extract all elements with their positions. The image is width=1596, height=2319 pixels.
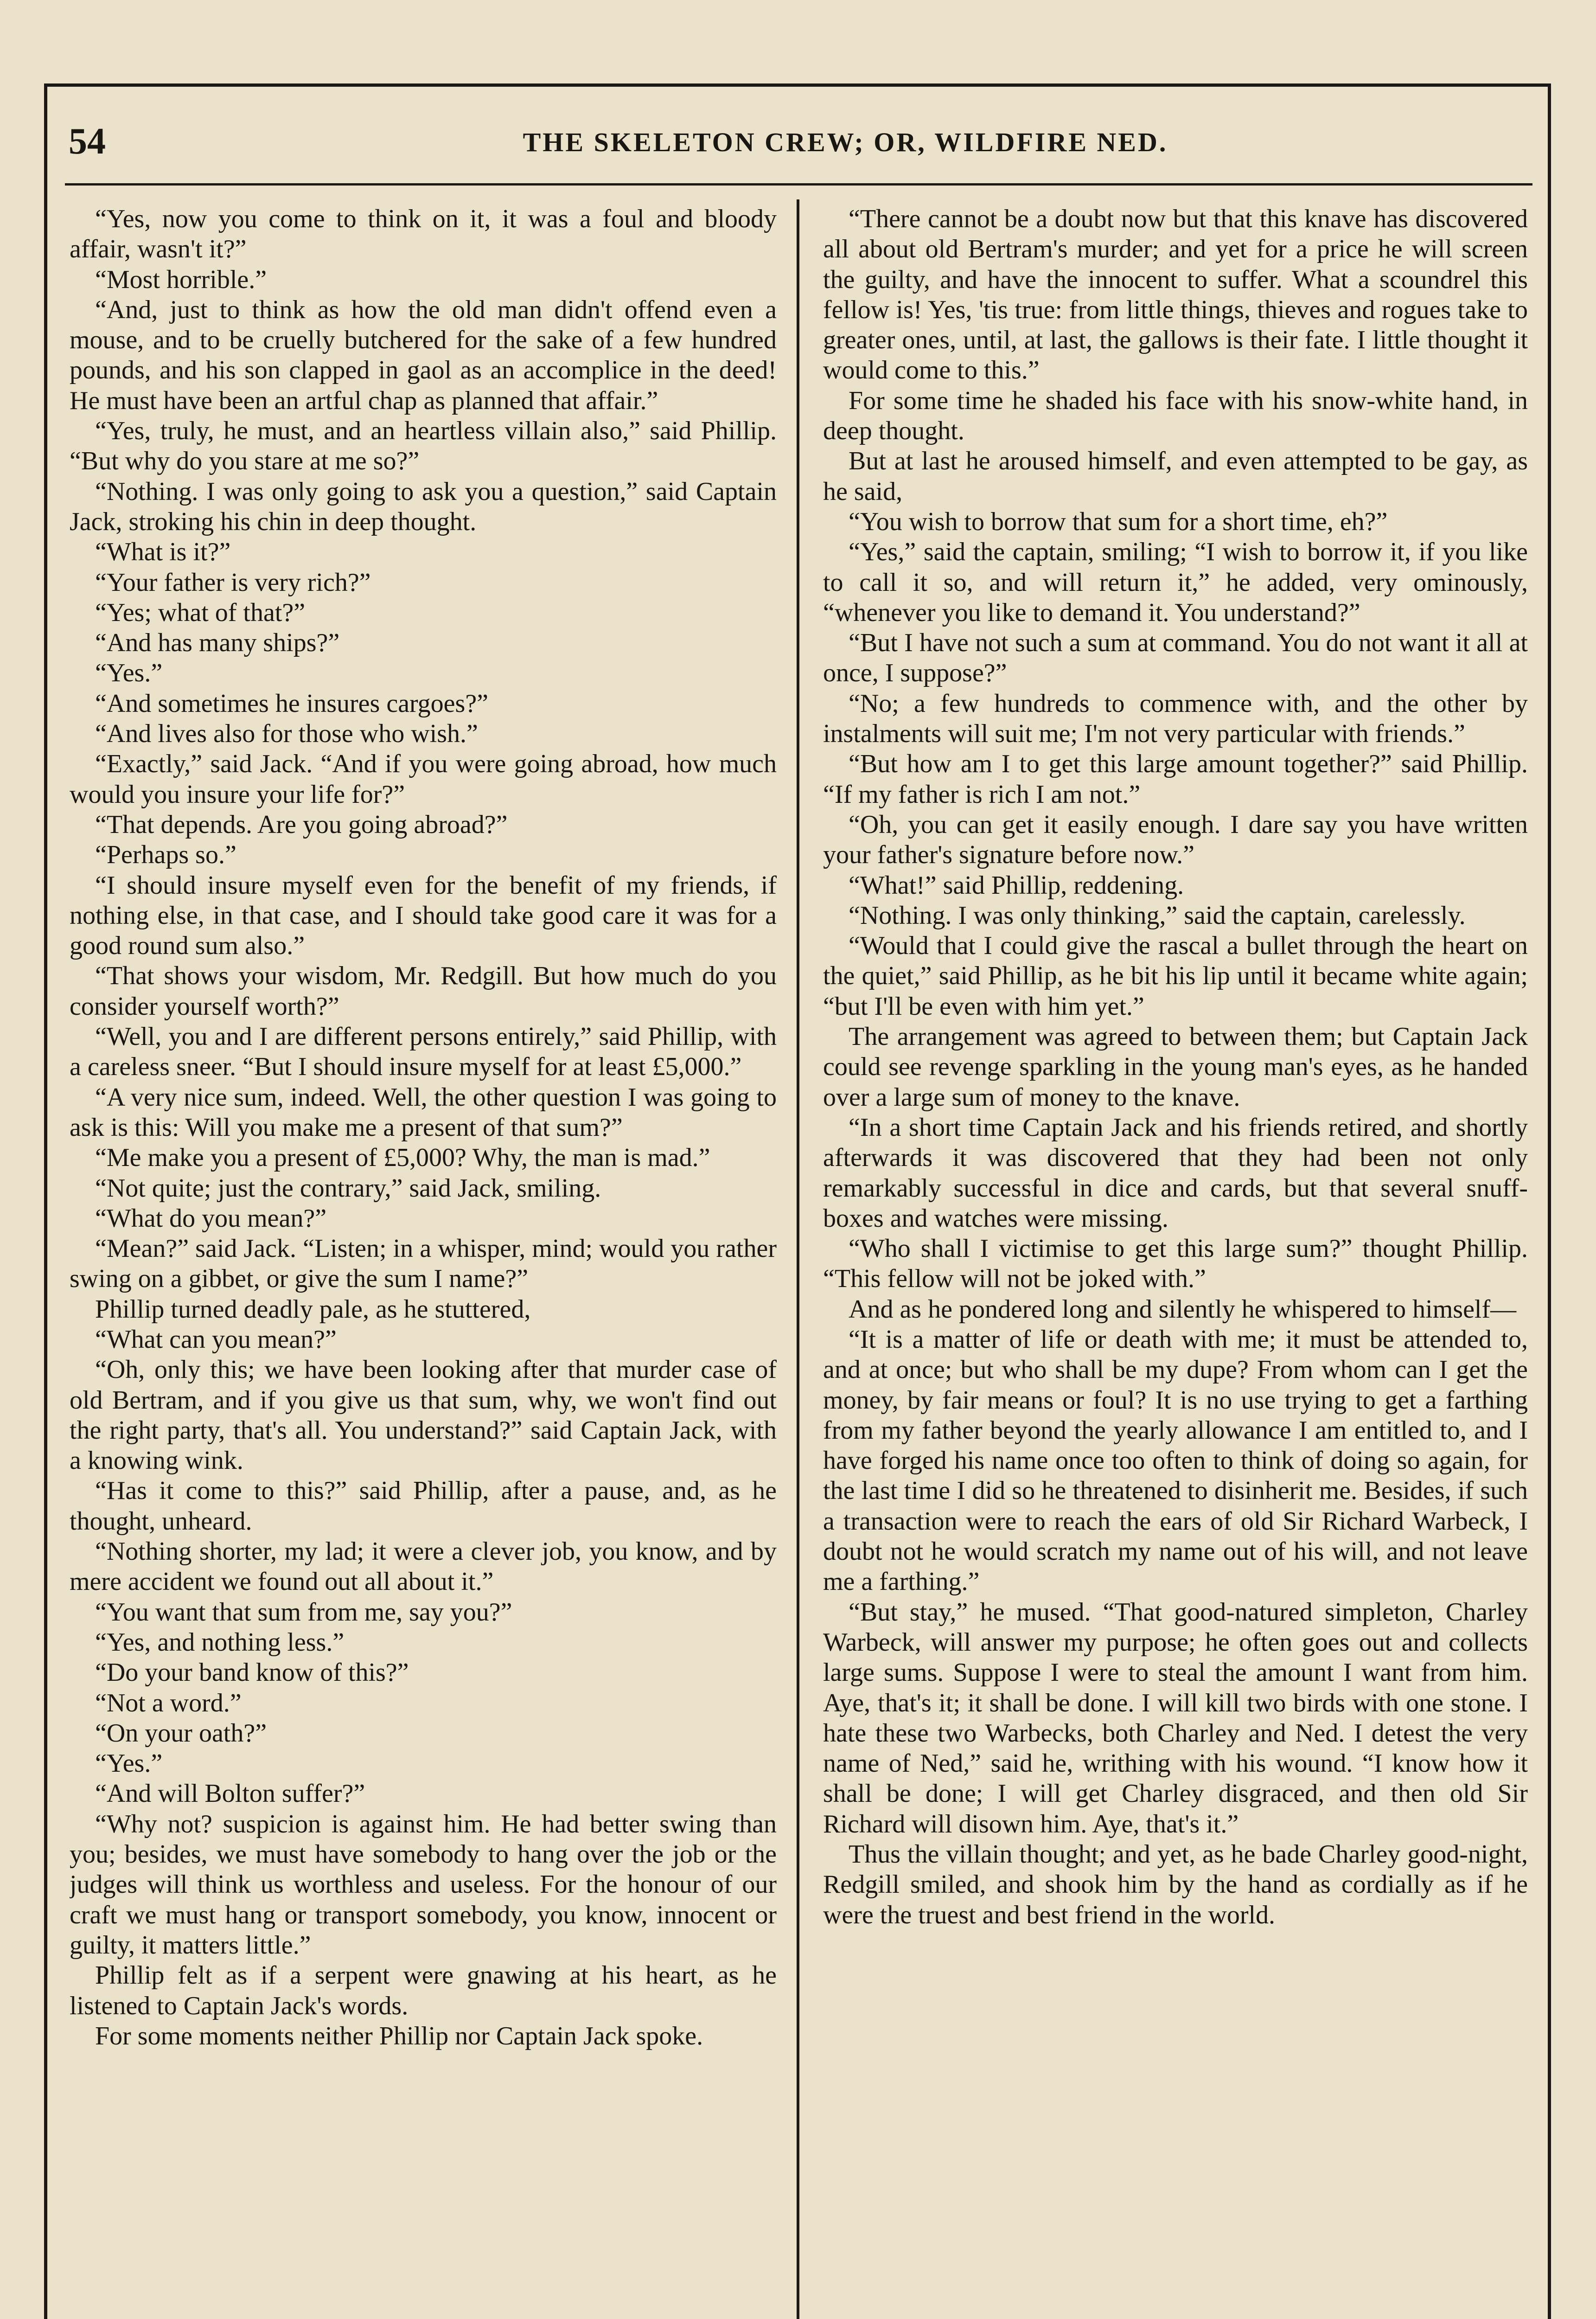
- paragraph: “Yes.”: [95, 659, 163, 688]
- paragraph: “Well, you and I are different persons entirely,” said Phillip, with a careless sneer. “But I should insure myself for at least £5,000.”: [70, 1022, 777, 1082]
- paragraph: “Most horrible.”: [95, 265, 267, 294]
- paragraph: “Your father is very rich?”: [95, 568, 371, 597]
- paragraph: “And sometimes he insures cargoes?”: [95, 689, 489, 718]
- paragraph: “A very nice sum, indeed. Well, the other question I was going to ask is this: Will you make me a present of that sum?”: [70, 1083, 777, 1142]
- paragraph: “There cannot be a doubt now but that this knave has discovered all about old Bertram's murder; and yet for a price he will screen the guilty, and have the innocent to suffer. What a scoundrel this fellow is! Yes, 'tis true: from little things, thieves and rogues take to greater ones, until, at last, the gallows is their fate. I little thought it would come to this.”: [823, 205, 1528, 385]
- paragraph: “What can you mean?”: [95, 1325, 337, 1354]
- paragraph: “Nothing shorter, my lad; it were a clever job, you know, and by mere accident we found out all about it.”: [70, 1537, 777, 1596]
- paragraph: “What do you mean?”: [95, 1204, 327, 1233]
- paragraph: “But I have not such a sum at command. You do not want it all at once, I suppose?”: [823, 628, 1528, 688]
- paragraph: “It is a matter of life or death with me; it must be attended to, and at once; but who shall be my dupe? From whom can I get the money, by fair means or foul? It is no use trying to get a farthing from my father beyond the yearly allowance I am entitled to, and I have forged his name once too often to think of doing so again, for the last time I did so he threatened to disinherit me. Besides, if such a transaction were to reach the ears of old Sir Richard Warbeck, I doubt not he would scratch my name out of his will, and not leave me a farthing.”: [823, 1325, 1528, 1596]
- paragraph: “What!” said Phillip, reddening.: [849, 871, 1184, 900]
- paragraph: For some moments neither Phillip nor Captain Jack spoke.: [95, 2021, 703, 2050]
- paragraph: “And, just to think as how the old man didn't offend even a mouse, and to be cruelly butchered for the sake of a few hundred pounds, and his son clapped in gaol as an accomplice in the deed! He must have been an artful chap as planned that affair.”: [70, 295, 777, 415]
- paragraph: “And has many ships?”: [95, 628, 340, 658]
- paragraph: “Yes,” said the captain, smiling; “I wish to borrow it, if you like to call it so, and will return it,” he added, very ominously, “whenever you like to demand it. You understand?”: [823, 538, 1528, 627]
- paragraph: “Why not? suspicion is against him. He had better swing than you; besides, we must have somebody to hang over the job or the judges will think us worthless and useless. For the honour of our craft we must hang or transport somebody, you know, innocent or guilty, it matters little.”: [70, 1809, 777, 1960]
- paragraph: And as he pondered long and silently he whispered to himself—: [849, 1294, 1517, 1324]
- paragraph: “Who shall I victimise to get this large sum?” thought Phillip. “This fellow will not be joked with.”: [823, 1234, 1528, 1294]
- paragraph: “But stay,” he mused. “That good-natured simpleton, Charley Warbeck, will answer my purpose; he often goes out and collects large sums. Suppose I were to steal the amount I want from him. Aye, that's it; it shall be done. I will kill two birds with one stone. I hate these two Warbecks, both Charley and Ned. I detest the very name of Ned,” said he, writhing with his wound. “I know how it shall be done; I will get Charley disgraced, and then old Sir Richard will disown him. Aye, that's it.”: [823, 1597, 1528, 1839]
- column-divider: [797, 199, 799, 2319]
- paragraph: “Do your band know of this?”: [95, 1658, 409, 1687]
- paragraph: “That depends. Are you going abroad?”: [95, 810, 508, 839]
- paragraph: “Has it come to this?” said Phillip, after a pause, and, as he thought, unheard.: [70, 1476, 777, 1536]
- paragraph: “Oh, only this; we have been looking after that murder case of old Bertram, and if you give us that sum, why, we won't find out the right party, that's all. You understand?” said Captain Jack, with a knowing wink.: [70, 1355, 777, 1475]
- paragraph: “Yes, and nothing less.”: [95, 1627, 345, 1657]
- running-head: THE SKELETON CREW; OR, WILDFIRE NED.: [523, 127, 1168, 157]
- paragraph: “On your oath?”: [95, 1718, 267, 1748]
- paragraph: “Mean?” said Jack. “Listen; in a whisper, mind; would you rather swing on a gibbet, or give the sum I name?”: [70, 1234, 777, 1294]
- paragraph: “I should insure myself even for the benefit of my friends, if nothing else, in that case, and I should take good care it was for a good round sum also.”: [70, 871, 777, 961]
- paragraph: “In a short time Captain Jack and his friends retired, and shortly afterwards it was discovered that they had been not only remarkably successful in dice and cards, but that several snuff-boxes and watches were missing.: [823, 1113, 1528, 1233]
- paragraph: “What is it?”: [95, 538, 231, 567]
- right-column: [823, 204, 1528, 2319]
- paragraph: “Nothing. I was only thinking,” said the captain, carelessly.: [849, 901, 1466, 930]
- paragraph: “Me make you a present of £5,000? Why, the man is mad.”: [95, 1143, 710, 1172]
- paragraph: “And will Bolton suffer?”: [95, 1779, 365, 1808]
- paragraph: Thus the villain thought; and yet, as he bade Charley good-night, Redgill smiled, and shook him by the hand as cordially as if he were the truest and best friend in the world.: [823, 1840, 1528, 1929]
- paragraph: “Oh, you can get it easily enough. I dare say you have written your father's signature before now.”: [823, 810, 1528, 870]
- paragraph: “You wish to borrow that sum for a short time, eh?”: [849, 507, 1388, 536]
- paragraph: “Not quite; just the contrary,” said Jack, smiling.: [95, 1173, 601, 1203]
- paragraph: “Not a word.”: [95, 1688, 242, 1717]
- paragraph: “Nothing. I was only going to ask you a question,” said Captain Jack, stroking his chin in deep thought.: [70, 477, 777, 536]
- paragraph: “Would that I could give the rascal a bullet through the heart on the quiet,” said Phillip, as he bit his lip until it became white again; “but I'll be even with him yet.”: [823, 931, 1528, 1021]
- paragraph: “Yes; what of that?”: [95, 598, 306, 627]
- paragraph: Phillip felt as if a serpent were gnawing at his heart, as he listened to Captain Jack's words.: [70, 1961, 777, 2020]
- paragraph: The arrangement was agreed to between them; but Captain Jack could see revenge sparkling in the young man's eyes, as he handed over a large sum of money to the knave.: [823, 1022, 1528, 1112]
- paragraph: “Yes, now you come to think on it, it was a foul and bloody affair, wasn't it?”: [70, 205, 777, 264]
- page-header: [69, 116, 1529, 176]
- paragraph: Phillip turned deadly pale, as he stuttered,: [95, 1294, 531, 1324]
- page-number: 54: [69, 121, 106, 162]
- header-rule: [65, 183, 1532, 186]
- paragraph: But at last he aroused himself, and even attempted to be gay, as he said,: [823, 447, 1528, 506]
- paragraph: “That shows your wisdom, Mr. Redgill. But how much do you consider yourself worth?”: [70, 961, 777, 1021]
- paragraph: “You want that sum from me, say you?”: [95, 1597, 512, 1627]
- paragraph: “Exactly,” said Jack. “And if you were going abroad, how much would you insure your life for?”: [70, 750, 777, 809]
- paragraph: “Yes.”: [95, 1749, 163, 1778]
- paragraph: “And lives also for those who wish.”: [95, 719, 478, 749]
- paragraph: “No; a few hundreds to commence with, and the other by instalments will suit me; I'm not very particular with friends.”: [823, 689, 1528, 749]
- left-column: [70, 204, 777, 2319]
- paragraph: “Yes, truly, he must, and an heartless villain also,” said Phillip. “But why do you stare at me so?”: [70, 416, 777, 476]
- paragraph: “Perhaps so.”: [95, 840, 236, 870]
- paragraph: “But how am I to get this large amount together?” said Phillip. “If my father is rich I am not.”: [823, 750, 1528, 809]
- paragraph: For some time he shaded his face with his snow-white hand, in deep thought.: [823, 386, 1528, 446]
